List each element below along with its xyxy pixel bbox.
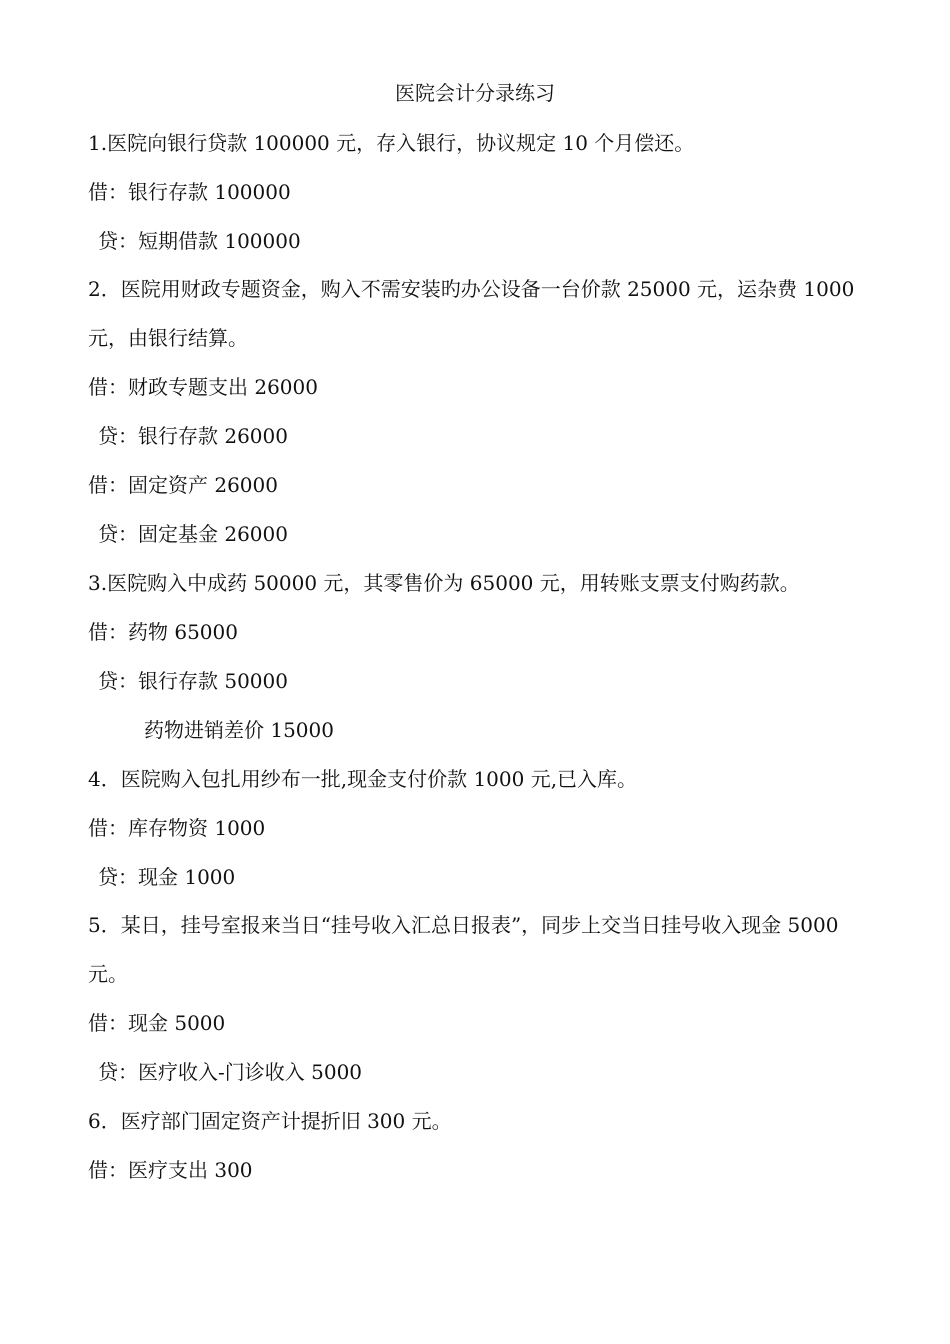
- debit-entry: 借：固定资产 26000: [88, 473, 278, 497]
- question-5: 5．某日，挂号室报来当日“挂号收入汇总日报表”，同步上交当日挂号收入现金 5000 元。: [88, 913, 839, 986]
- credit-entry: 贷：银行存款 26000: [98, 424, 288, 448]
- credit-entry: 贷：现金 1000: [98, 865, 236, 889]
- question-1: 1.医院向银行贷款 100000 元，存入银行，协议规定 10 个月偿还。: [88, 131, 695, 155]
- question-2: 2．医院用财政专题资金，购入不需安装旳办公设备一台价款 25000 元，运杂费 1000 元，由银行结算。: [88, 277, 855, 350]
- debit-entry: 借：现金 5000: [88, 1011, 226, 1035]
- question-4: 4．医院购入包扎用纱布一批,现金支付价款 1000 元,已入库。: [88, 767, 638, 791]
- debit-entry: 借：银行存款 100000: [88, 180, 291, 204]
- credit-entry-sub: 药物进销差价 15000: [144, 718, 334, 742]
- credit-entry: 贷：短期借款 100000: [98, 229, 301, 253]
- question-6: 6．医疗部门固定资产计提折旧 300 元。: [88, 1109, 452, 1133]
- debit-entry: 借：药物 65000: [88, 620, 238, 644]
- document-body: [88, 128, 878, 1204]
- credit-entry: 贷：固定基金 26000: [98, 522, 288, 546]
- debit-entry: 借：财政专题支出 26000: [88, 375, 318, 399]
- debit-entry: 借：库存物资 1000: [88, 816, 266, 840]
- question-3: 3.医院购入中成药 50000 元，其零售价为 65000 元，用转账支票支付购药款。: [88, 571, 800, 595]
- credit-entry: 贷：银行存款 50000: [98, 669, 288, 693]
- document-title: 医院会计分录练习: [395, 81, 555, 105]
- credit-entry: 贷：医疗收入-门诊收入 5000: [98, 1060, 363, 1084]
- debit-entry: 借：医疗支出 300: [88, 1158, 253, 1182]
